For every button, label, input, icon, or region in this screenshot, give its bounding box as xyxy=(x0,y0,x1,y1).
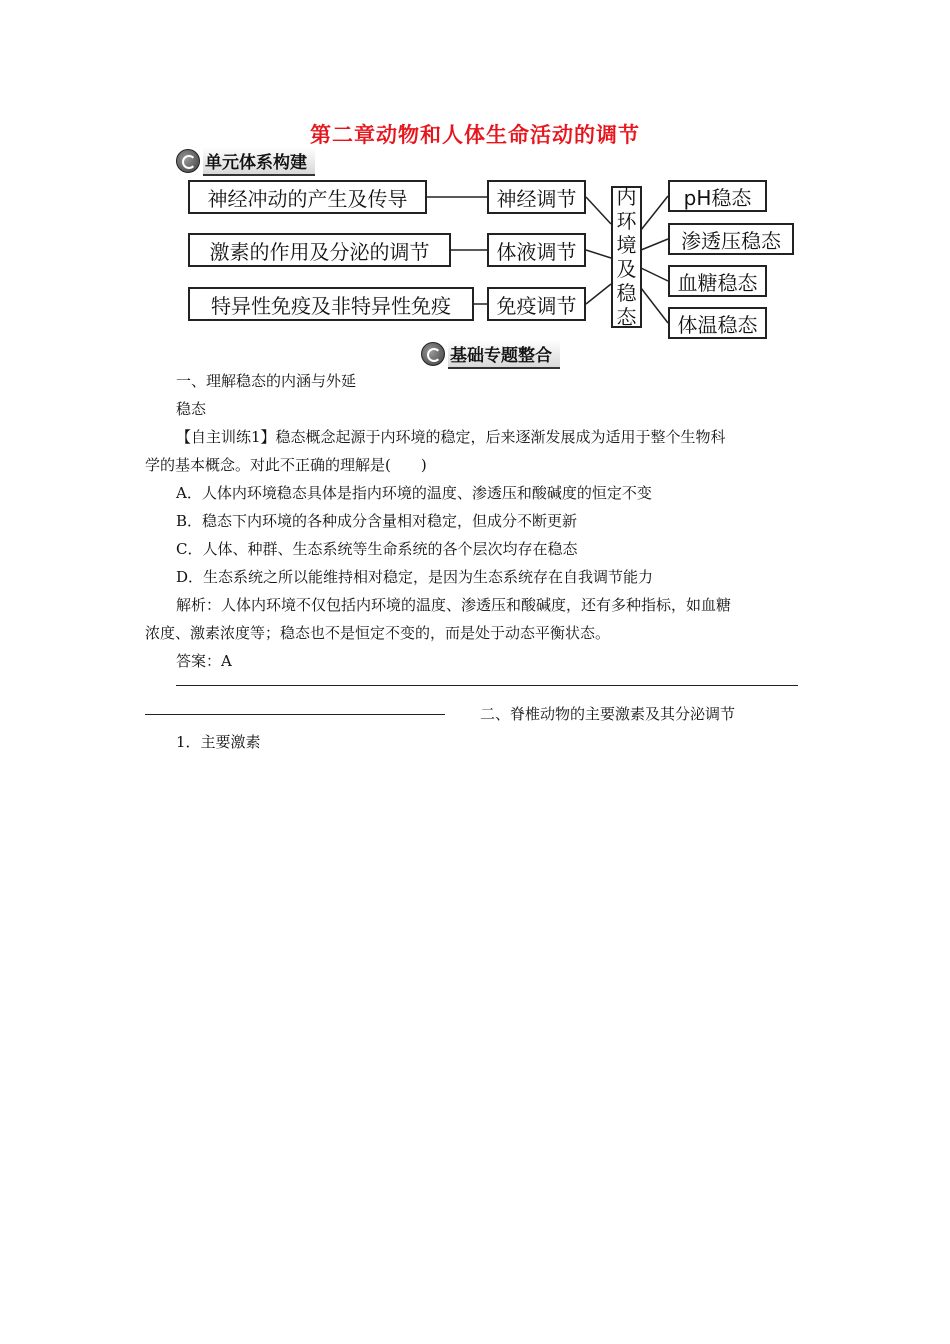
diagram-box-ph: pH稳态 xyxy=(668,180,767,212)
heading-steady-state: 一、理解稳态的内涵与外延 xyxy=(176,372,357,390)
section-label: 单元体系构建 xyxy=(203,147,315,176)
connector-immune-center xyxy=(586,284,611,304)
connector-center-osmotic xyxy=(641,239,668,250)
diagram-box-glucose: 血糖稳态 xyxy=(668,265,767,297)
option-d: D．生态系统之所以能维持相对稳定，是因为生态系统存在自我调节能力 xyxy=(176,568,654,586)
answer: 答案：A xyxy=(176,652,232,670)
analysis-line-2: 浓度、激素浓度等；稳态也不是恒定不变的，而是处于动态平衡状态。 xyxy=(145,624,611,642)
question-line-1: 【自主训练1】稳态概念起源于内环境的稳定，后来逐渐发展成为适用于整个生物科 xyxy=(176,428,726,446)
diagram-box-osmotic: 渗透压稳态 xyxy=(668,223,794,255)
item-main-hormones: 1．主要激素 xyxy=(176,733,261,751)
diagram-box-nerve-impulse: 神经冲动的产生及传导 xyxy=(188,180,427,214)
diagram-box-hormone: 激素的作用及分泌的调节 xyxy=(188,233,451,267)
diagram-box-temperature: 体温稳态 xyxy=(668,307,767,339)
diagram-box-immunity: 特异性免疫及非特异性免疫 xyxy=(188,287,474,321)
diagram-box-neural-regulation: 神经调节 xyxy=(487,180,586,214)
connector-neural-center xyxy=(586,197,611,224)
heading-vertebrate-hormones: 二、脊椎动物的主要激素及其分泌调节 xyxy=(480,705,736,723)
diagram-box-humoral-regulation: 体液调节 xyxy=(487,233,586,267)
subheading-steady-state: 稳态 xyxy=(176,400,207,418)
section-label: 基础专题整合 xyxy=(448,340,560,369)
section-header-foundation xyxy=(421,339,560,369)
option-b: B．稳态下内环境的各种成分含量相对稳定，但成分不断更新 xyxy=(176,512,578,530)
connector-center-glucose xyxy=(641,268,668,281)
connector-humoral-center xyxy=(586,250,611,258)
analysis-line-1: 解析：人体内环境不仅包括内环境的温度、渗透压和酸碱度，还有多种指标，如血糖 xyxy=(176,596,732,614)
diagram-box-immune-regulation: 免疫调节 xyxy=(487,287,586,321)
connector-center-temp xyxy=(641,288,668,323)
divider-line-short xyxy=(145,714,445,715)
page-title: 第二章动物和人体生命活动的调节 xyxy=(310,123,640,147)
section-badge-icon xyxy=(421,342,445,366)
center-label: 内环境及稳态 xyxy=(616,185,637,329)
diagram-box-internal-environment xyxy=(611,186,642,328)
option-c: C．人体、种群、生态系统等生命系统的各个层次均存在稳态 xyxy=(176,540,578,558)
question-line-2: 学的基本概念。对此不正确的理解是( ) xyxy=(145,456,427,474)
divider-line xyxy=(176,685,798,686)
option-a: A．人体内环境稳态具体是指内环境的温度、渗透压和酸碱度的恒定不变 xyxy=(176,484,652,502)
connector-center-ph xyxy=(641,196,668,230)
